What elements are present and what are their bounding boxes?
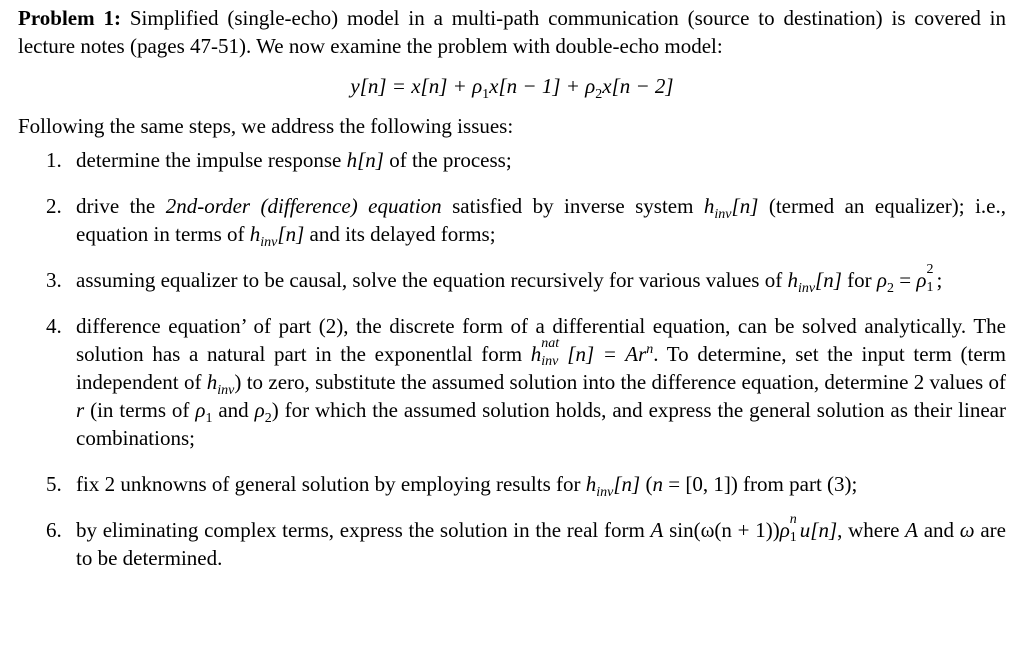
list-item: 1. determine the impulse response h[n] of the process;	[46, 148, 512, 172]
following-text: Following the same steps, we address the following issues:	[18, 114, 514, 138]
issue-list	[18, 146, 1006, 572]
list-item: 4. difference equation’ of part (2), the discrete form of a differential equation, can be solved analytically. The solution has a natural part in the exponentlal form h nat inv $[n] = Ar^n$. To determine, set the input term (term independent of $h_{inv}$) to zero, substitute the assumed solution into the difference equation, determine 2 values of r (in terms of $\rho_1$ and $\rho_2$) for which the assumed solution holds, and express the general solution as their linear combinations;	[46, 314, 1007, 450]
list-item: 5. fix 2 unknowns of general solution by employing results for $h_{inv}[n] (n = [0$, 1]) from part (3);	[46, 472, 858, 501]
list-item: 2. drive the 2nd-order (difference) equation satisfied by inverse system $h_{inv}[n]$ (termed an equalizer); i.e., equation in terms of $h_{inv}[n]$ and its delayed forms;	[46, 194, 1006, 251]
double-echo-equation: $y[n] = x[n] + \rho_1x[n - 1] + \rho_2x[n - 2]$	[350, 74, 674, 103]
list-item: 6. by eliminating complex terms, express the solution in the real form A sin(ω(n + 1))ρ n 1 u[n], where A and ω are to be determined.	[46, 512, 1006, 570]
list-item: 3. assuming equalizer to be causal, solve the equation recursively for various values of $h_{inv}[n]$ for $\rho_2 = \rho$ 2 1 ;	[46, 262, 943, 297]
problem-title: Problem 1:	[18, 6, 121, 30]
problem-intro-text: Simplified (single-echo) model in a multi-path communication (source to destination) is covered in lecture notes (pages 47-51). We now examine the problem with double-echo model:	[18, 6, 1007, 58]
problem-intro	[18, 4, 1006, 60]
